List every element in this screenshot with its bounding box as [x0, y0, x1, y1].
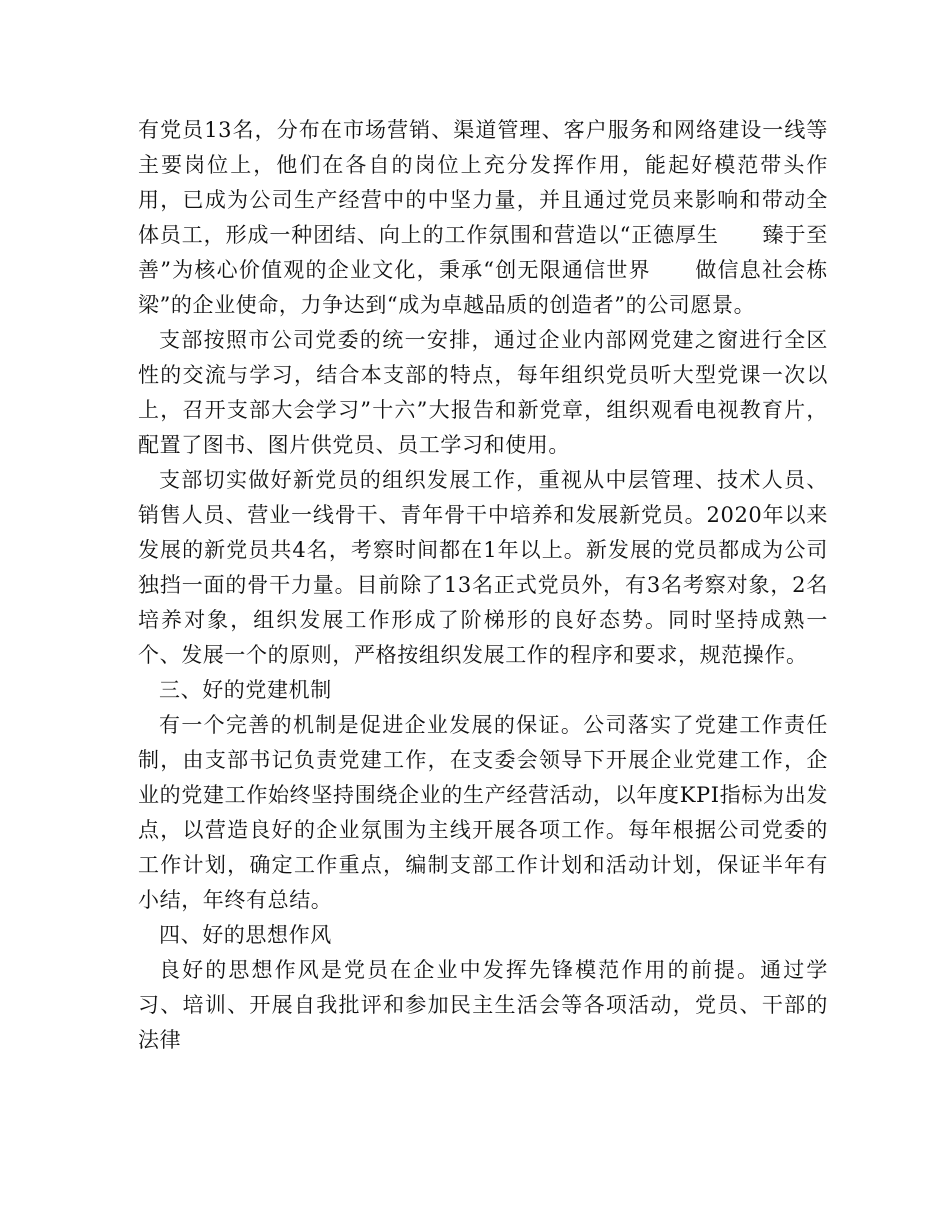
paragraph-member-development: 支部切实做好新党员的组织发展工作，重视从中层管理、技术人员、销售人员、营业一线骨干、青年骨干中培养和发展新党员。2020年以来发展的新党员共4名，考察时间都在1年以上。新发展的党员都成为公司独挡一面的骨干力量。目前除了13名正式党员外，有3名考察对象，2名培养对象，组织发展工作形成了阶梯形的良好态势。同时坚持成熟一个、发展一个的原则，严格按组织发展工作的程序和要求，规范操作。 — [138, 468, 828, 667]
section-heading-mechanism: 三、好的党建机制 — [159, 678, 332, 702]
paragraph-party-members: 有党员13名，分布在市场营销、渠道管理、客户服务和网络建设一线等主要岗位上，他们在各自的岗位上充分发挥作用，能起好模范带头作用，已成为公司生产经营中的中坚力量，并且通过党员来影响和带动全体员工，形成一种团结、向上的工作氛围和营造以“正德厚生 臻于至善”为核心价值观的企业文化，秉承“创无限通信世界 做信息社会栋梁”的企业使命，力争达到“成为卓越品质的创造者”的公司愿景。 — [138, 118, 828, 317]
paragraph-style: 良好的思想作风是党员在企业中发挥先锋模范作用的前提。通过学习、培训、开展自我批评和参加民主生活会等各项活动，党员、干部的法律 — [138, 958, 828, 1052]
section-heading-style: 四、好的思想作风 — [159, 923, 332, 947]
paragraph-mechanism: 有一个完善的机制是促进企业发展的保证。公司落实了党建工作责任制，由支部书记负责党建工作，在支委会领导下开展企业党建工作，企业的党建工作始终坚持围绕企业的生产经营活动，以年度KPI指标为出发点，以营造良好的企业氛围为主线开展各项工作。每年根据公司党委的工作计划，确定工作重点，编制支部工作计划和活动计划，保证半年有小结，年终有总结。 — [138, 713, 828, 912]
paragraph-study-activities: 支部按照市公司党委的统一安排，通过企业内部网党建之窗进行全区性的交流与学习，结合本支部的特点，每年组织党员听大型党课一次以上，召开支部大会学习”十六”大报告和新党章，组织观看电视教育片，配置了图书、图片供党员、员工学习和使用。 — [138, 328, 828, 457]
document-body — [138, 113, 828, 1058]
